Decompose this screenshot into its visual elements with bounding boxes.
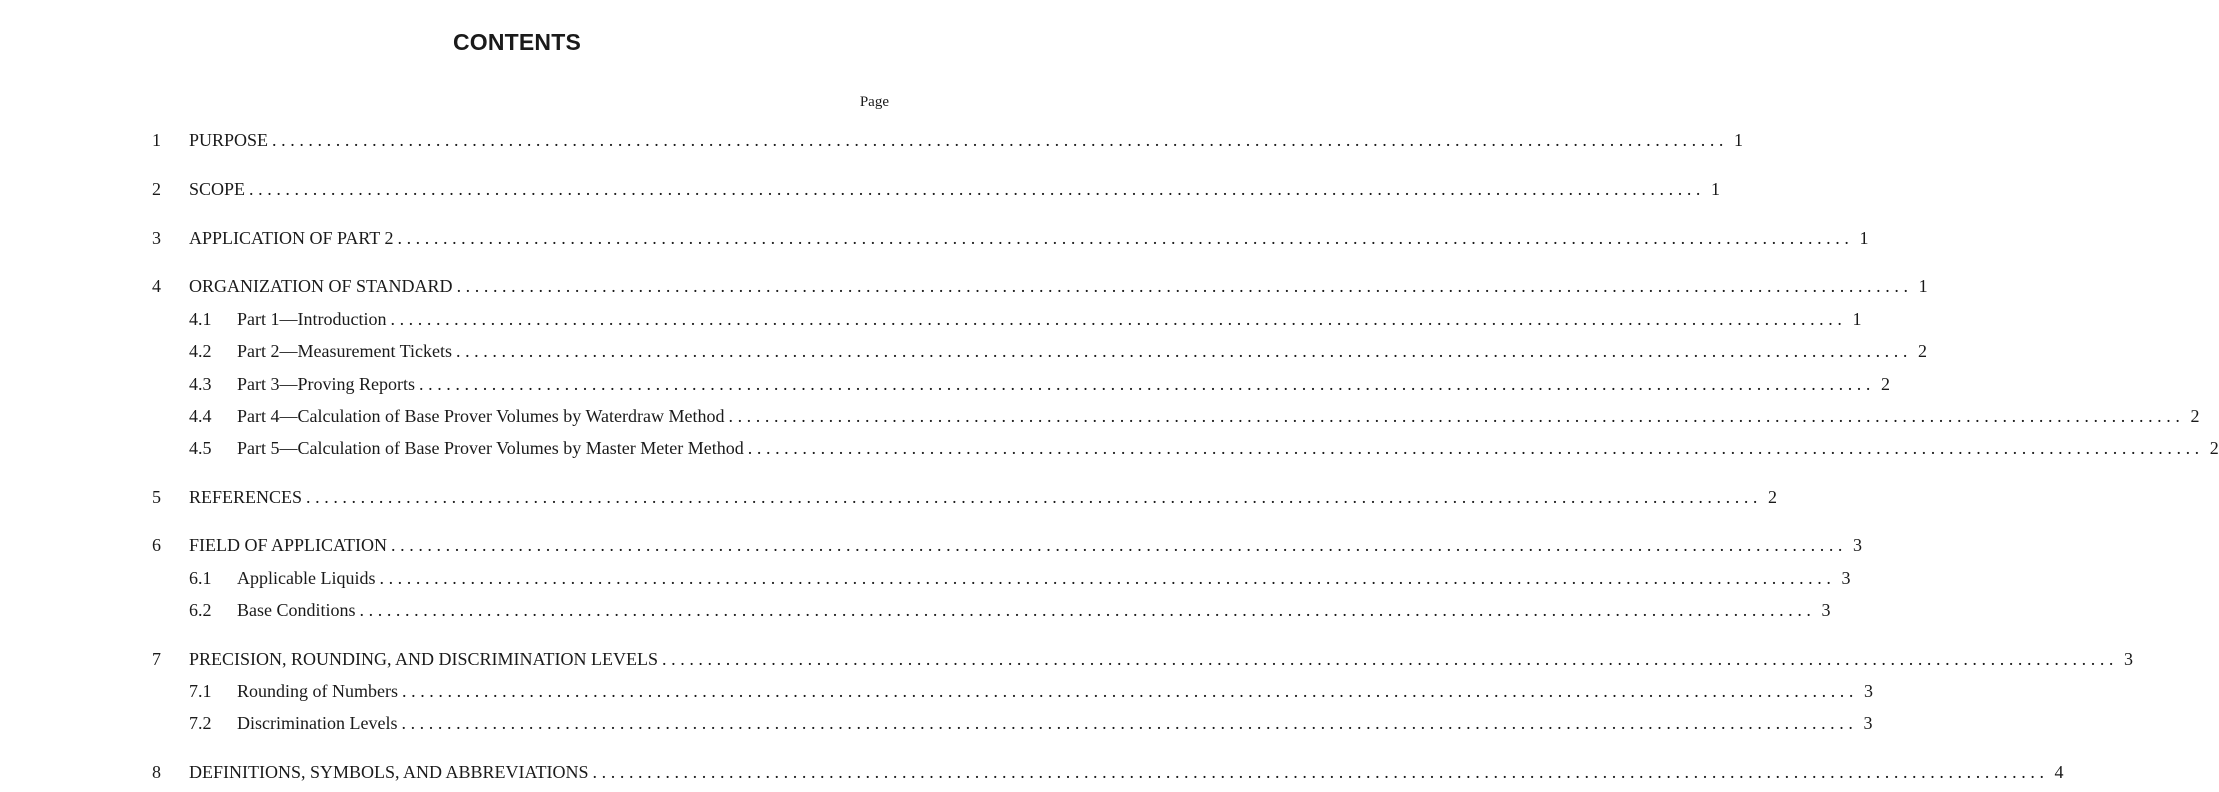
toc-entry-number: 6 <box>152 535 161 555</box>
toc-entry-6-1[interactable] <box>0 565 1851 591</box>
toc-entry-3[interactable] <box>0 225 1869 251</box>
toc-entry-label: DEFINITIONS, SYMBOLS, AND ABBREVIATIONS <box>189 762 589 782</box>
toc-entry-7-2[interactable] <box>0 710 1873 736</box>
toc-entry-page: 4 <box>2054 762 2064 782</box>
toc-entry-page: 2 <box>2209 438 2219 458</box>
toc-entry-number: 5 <box>152 487 161 507</box>
dot-leader: ................................................................................................................................................................ <box>662 649 2119 669</box>
toc-entry-number: 2 <box>152 179 161 199</box>
toc-entry-label: Part 2—Measurement Tickets <box>237 341 452 361</box>
toc-entry-number: 4 <box>152 276 161 296</box>
toc-entry-label: ORGANIZATION OF STANDARD <box>189 276 453 296</box>
page-title: CONTENTS <box>452 29 582 55</box>
toc-entry-page: 3 <box>1864 681 1873 701</box>
dot-leader: ................................................................................................................................................................ <box>359 600 1816 620</box>
toc-entry-1[interactable] <box>0 127 1744 153</box>
toc-entry-number: 1 <box>152 130 161 150</box>
toc-entry-8[interactable] <box>0 759 2064 785</box>
toc-entry-label: REFERENCES <box>189 487 303 507</box>
toc-entry-2[interactable] <box>0 176 1721 202</box>
toc-entry-label: Part 1—Introduction <box>237 309 387 329</box>
toc-entry-number: 4.2 <box>189 341 212 361</box>
toc-entry-label: APPLICATION OF PART 2 <box>189 228 394 248</box>
toc-entry-number: 7.1 <box>189 681 212 701</box>
toc-entry-page: 3 <box>1841 568 1851 588</box>
toc-entry-label: Part 4—Calculation of Base Prover Volumes by Waterdraw Method <box>237 406 725 426</box>
toc-entry-number: 4.3 <box>189 374 212 394</box>
toc-entry-label: Rounding of Numbers <box>237 681 398 701</box>
toc-entry-page: 3 <box>2124 649 2134 669</box>
toc-entry-6-2[interactable] <box>0 597 1831 623</box>
dot-leader: ................................................................................................................................................................ <box>592 762 2049 782</box>
toc-entry-number: 6.2 <box>189 600 212 620</box>
toc-entry-page: 3 <box>1853 535 1863 555</box>
dot-leader: ................................................................................................................................................................ <box>728 406 2185 426</box>
toc-entry-number: 3 <box>152 228 161 248</box>
dot-leader: ................................................................................................................................................................ <box>390 309 1847 329</box>
toc-entry-4-2[interactable] <box>0 338 1927 364</box>
toc-entry-page: 3 <box>1821 600 1831 620</box>
toc-entry-number: 4.5 <box>189 438 212 458</box>
toc-entry-page: 2 <box>1881 374 1890 394</box>
toc-entry-number: 7.2 <box>189 713 212 733</box>
dot-leader: ................................................................................................................................................................ <box>402 681 1858 701</box>
toc-entry-page: 2 <box>1768 487 1778 507</box>
dot-leader: ................................................................................................................................................................ <box>379 568 1836 588</box>
dot-leader: ................................................................................................................................................................ <box>391 535 1848 555</box>
dot-leader: ................................................................................................................................................................ <box>306 487 1763 507</box>
toc-entry-page: 3 <box>1863 713 1873 733</box>
toc-entry-label: Discrimination Levels <box>237 713 398 733</box>
toc-entry-number: 6.1 <box>189 568 212 588</box>
toc-entry-number: 7 <box>152 649 161 669</box>
toc-entry-label: SCOPE <box>189 179 246 199</box>
dot-leader: ................................................................................................................................................................ <box>401 713 1858 733</box>
toc-entry-5[interactable] <box>0 484 1778 510</box>
toc-entry-label: Applicable Liquids <box>237 568 376 588</box>
toc-entry-label: PURPOSE <box>189 130 269 150</box>
dot-leader: ................................................................................................................................................................ <box>249 179 1706 199</box>
toc-entry-7[interactable] <box>0 646 2134 672</box>
toc-entry-page: 1 <box>1711 179 1721 199</box>
toc-entry-label: Part 5—Calculation of Base Prover Volumes by Master Meter Method <box>237 438 744 458</box>
toc-entry-page: 2 <box>2190 406 2200 426</box>
toc-entry-4[interactable] <box>0 273 1928 299</box>
toc-entry-page: 1 <box>1734 130 1744 150</box>
toc-entry-number: 4.4 <box>189 406 212 426</box>
toc-entry-4-4[interactable] <box>0 403 2200 429</box>
toc-entry-label: Base Conditions <box>237 600 356 620</box>
toc-entry-page: 2 <box>1917 341 1927 361</box>
dot-leader: ................................................................................................................................................................ <box>455 341 1912 361</box>
toc-entry-number: 8 <box>152 762 161 782</box>
page-column-header: Page <box>859 94 889 110</box>
toc-entry-page: 1 <box>1852 309 1862 329</box>
dot-leader: ................................................................................................................................................................ <box>397 228 1854 248</box>
dot-leader: ................................................................................................................................................................ <box>747 438 2204 458</box>
toc-entry-label: FIELD OF APPLICATION <box>189 535 388 555</box>
toc-entry-4-5[interactable] <box>0 435 2219 461</box>
toc-entry-label: PRECISION, ROUNDING, AND DISCRIMINATION LEVELS <box>189 649 659 669</box>
toc-entry-label: Part 3—Proving Reports <box>237 374 415 394</box>
toc-entry-4-1[interactable] <box>0 306 1862 332</box>
toc-entry-6[interactable] <box>0 532 1863 558</box>
dot-leader: ................................................................................................................................................................ <box>272 130 1729 150</box>
toc-entry-page: 1 <box>1859 228 1869 248</box>
dot-leader: ................................................................................................................................................................ <box>419 374 1875 394</box>
toc-entry-7-1[interactable] <box>0 678 1873 704</box>
toc-entry-4-3[interactable] <box>0 371 1890 397</box>
dot-leader: ................................................................................................................................................................ <box>456 276 1913 296</box>
toc-entry-number: 4.1 <box>189 309 212 329</box>
toc-entry-page: 1 <box>1918 276 1928 296</box>
